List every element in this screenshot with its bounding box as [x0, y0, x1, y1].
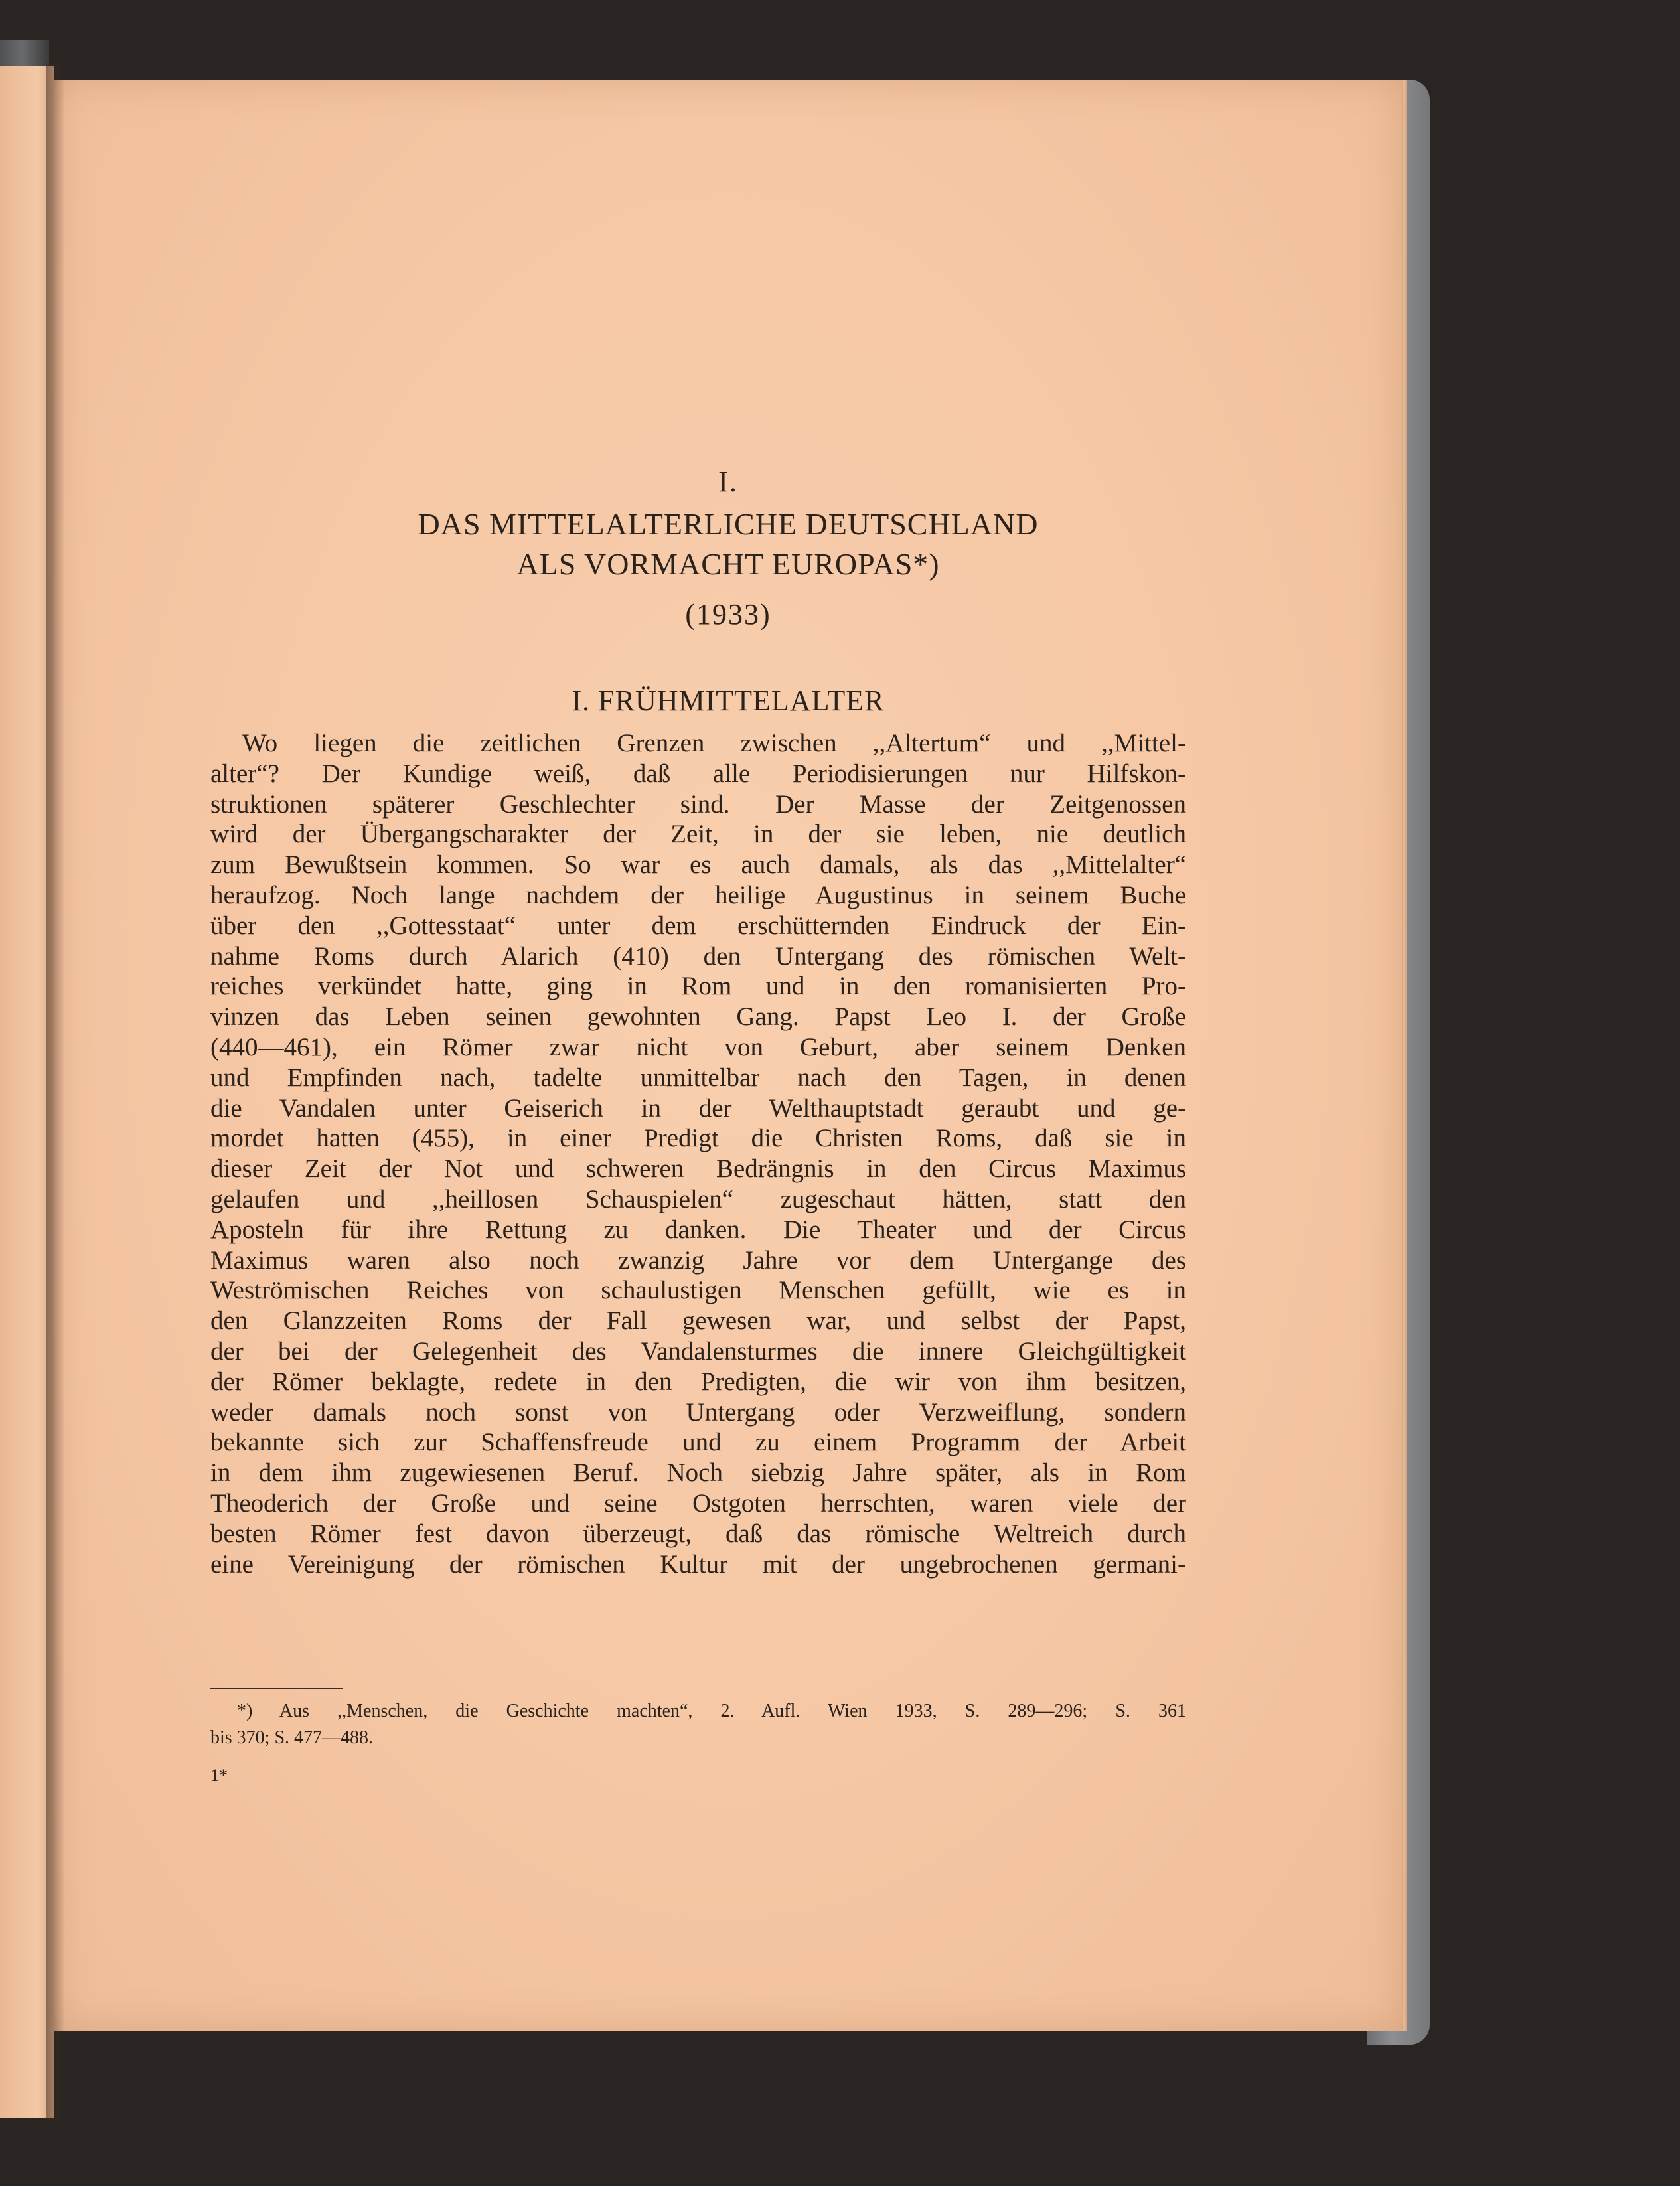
- text-line: (440—461), ein Römer zwar nicht von Geburt, aber seinem Denken: [210, 1032, 1186, 1061]
- text-line: zum Bewußtsein kommen. So war es auch damals, als das ,,Mittelalter“: [210, 850, 1186, 880]
- text-line: Wo liegen die zeitlichen Grenzen zwischen ,,Altertum“ und ,,Mittel-: [242, 729, 1186, 757]
- text-line: weder damals noch sonst von Untergang oder Verzweiflung, sondern: [210, 1397, 1186, 1427]
- text-line: der Römer beklagte, redete in den Predigten, die wir von ihm besitzen,: [210, 1367, 1186, 1396]
- footnote-line: bis 370; S. 477—488.: [210, 1727, 374, 1748]
- text-line: vinzen das Leben seinen gewohnten Gang. Papst Leo I. der Große: [210, 1002, 1186, 1032]
- book-page: [54, 80, 1402, 2031]
- chapter-title: [54, 505, 1402, 584]
- text-line: Theoderich der Große und seine Ostgoten herrschten, waren viele der: [210, 1488, 1186, 1518]
- text-line: in dem ihm zugewiesenen Beruf. Noch siebzig Jahre später, als in Rom: [210, 1458, 1186, 1488]
- text-line: bekannte sich zur Schaffensfreude und zu einem Programm der Arbeit: [210, 1428, 1186, 1457]
- section-title: I. FRÜHMITTELALTER: [572, 684, 885, 717]
- printer-signature-mark: 1*: [210, 1766, 228, 1785]
- text-line: dieser Zeit der Not und schweren Bedrängnis in den Circus Maximus: [210, 1154, 1186, 1184]
- text-line: alter“? Der Kundige weiß, daß alle Periodisierungen nur Hilfskon-: [210, 759, 1186, 788]
- text-line: heraufzog. Noch lange nachdem der heilige Augustinus in seinem Buche: [210, 880, 1186, 909]
- text-line: nahme Roms durch Alarich (410) den Untergang des römischen Welt-: [210, 941, 1186, 971]
- footnote-divider: [210, 1688, 343, 1689]
- text-line: die Vandalen unter Geiserich in der Welthauptstadt geraubt und ge-: [210, 1093, 1186, 1123]
- text-line: den Glanzzeiten Roms der Fall gewesen war, und selbst der Papst,: [210, 1306, 1186, 1336]
- text-line: wird der Übergangscharakter der Zeit, in der sie leben, nie deutlich: [210, 820, 1186, 849]
- footnote: [210, 1698, 1186, 1751]
- text-line: struktionen späterer Geschlechter sind. Der Masse der Zeitgenossen: [210, 789, 1186, 819]
- chapter-title-line: DAS MITTELALTERLICHE DEUTSCHLAND: [418, 507, 1039, 541]
- page-gutter-shadow: [46, 63, 65, 2121]
- text-line: reiches verkündet hatte, ging in Rom und in den romanisierten Pro-: [210, 972, 1186, 1001]
- text-line: über den ,,Gottesstaat“ unter dem erschütternden Eindruck der Ein-: [210, 911, 1186, 940]
- text-line: Weströmischen Reiches von schaulustigen Menschen gefüllt, wie es in: [210, 1276, 1186, 1305]
- chapter-year: (1933): [685, 598, 771, 631]
- text-line: eine Vereinigung der römischen Kultur mit der ungebrochenen germani-: [210, 1549, 1186, 1579]
- text-line: und Empfinden nach, tadelte unmittelbar nach den Tagen, in denen: [210, 1063, 1186, 1092]
- chapter-title-line: ALS VORMACHT EUROPAS*): [516, 547, 940, 581]
- text-line: der bei der Gelegenheit des Vandalensturmes die innere Gleichgültigkeit: [210, 1336, 1186, 1366]
- text-line: besten Römer fest davon überzeugt, daß das römische Weltreich durch: [210, 1519, 1186, 1548]
- text-line: Aposteln für ihre Rettung zu danken. Die Theater und der Circus: [210, 1215, 1186, 1244]
- text-line: mordet hatten (455), in einer Predigt die Christen Roms, daß sie in: [210, 1124, 1186, 1153]
- footnote-line: *) Aus ,,Menschen, die Geschichte machten“, 2. Aufl. Wien 1933, S. 289—296; S. 361: [237, 1701, 1186, 1721]
- text-line: gelaufen und ,,heillosen Schauspielen“ zugeschaut hätten, statt den: [210, 1184, 1186, 1213]
- text-line: Maximus waren also noch zwanzig Jahre vor dem Untergange des: [210, 1245, 1186, 1275]
- body-text: [210, 728, 1186, 1579]
- page-content: [54, 80, 1402, 2031]
- chapter-number: I.: [718, 465, 738, 498]
